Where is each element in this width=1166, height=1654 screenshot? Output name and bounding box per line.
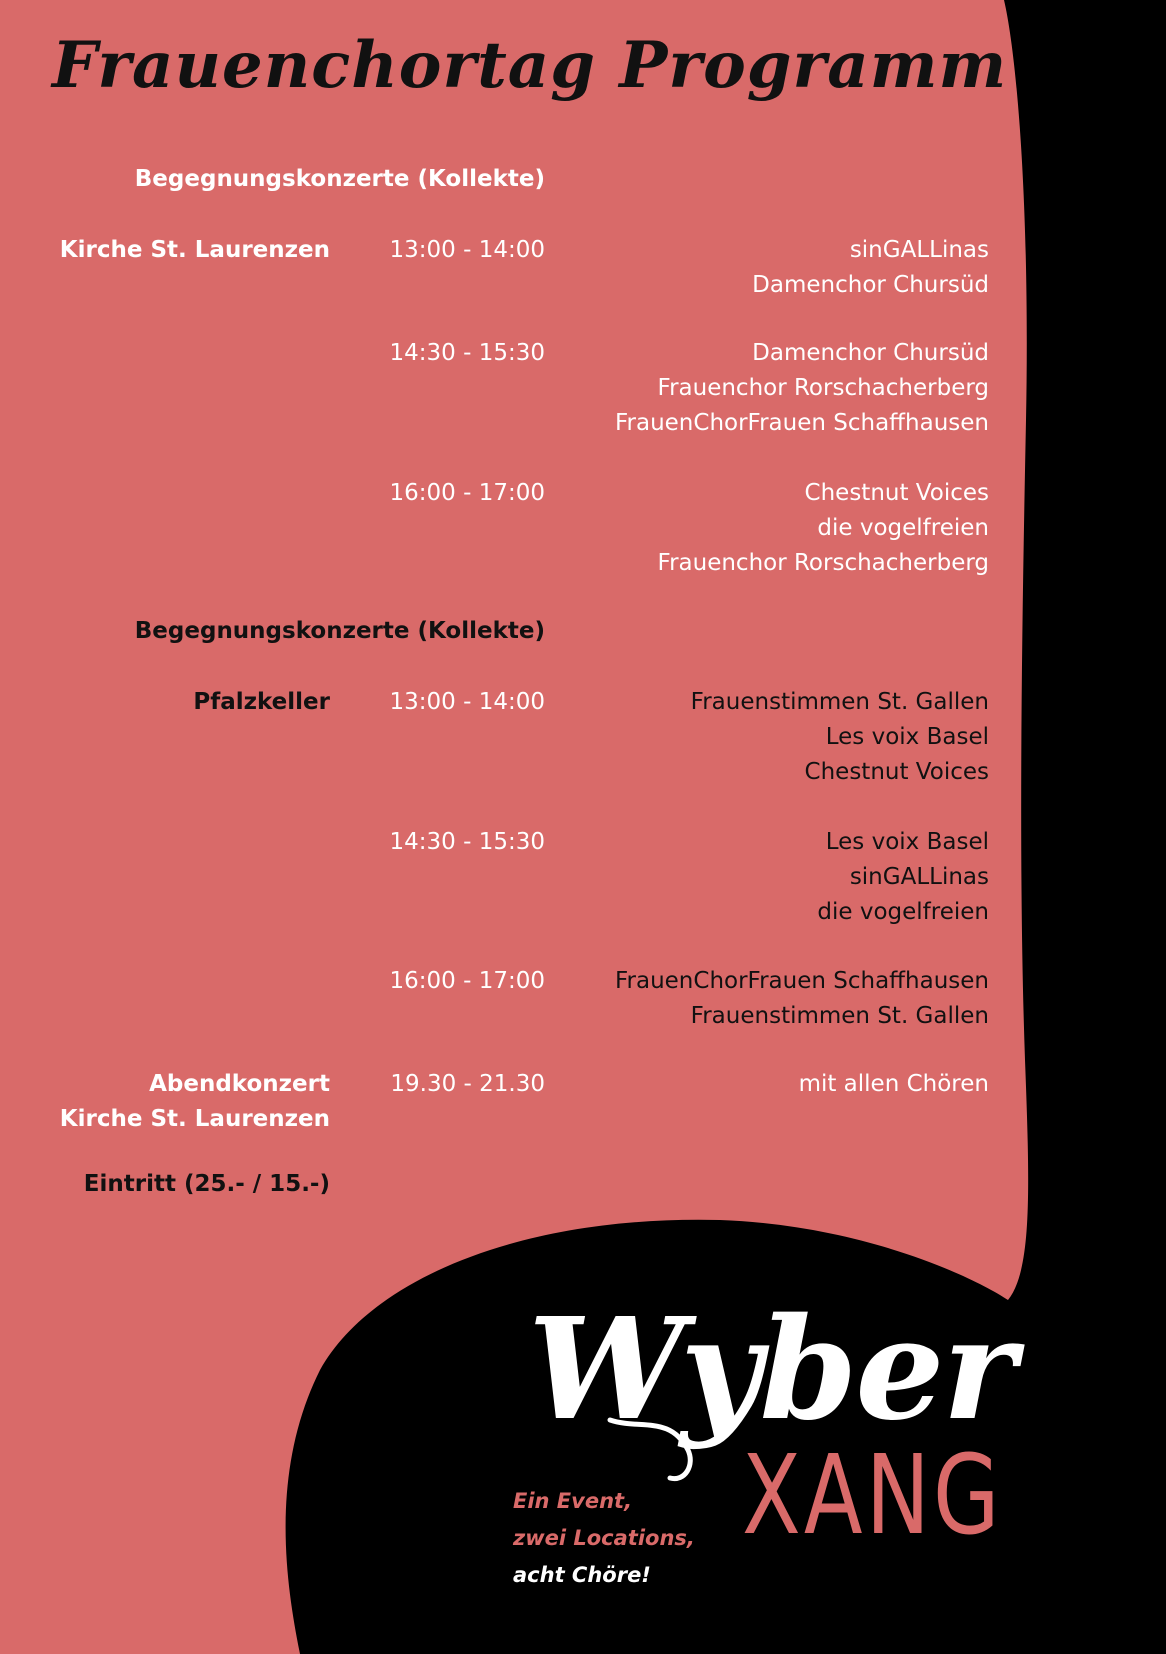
choir-list [817,825,989,930]
page-title: Frauenchortag Programm [52,28,1008,103]
evening-title: Abendkonzert [149,1071,330,1097]
choir-name: Frauenstimmen St. Gallen [690,689,989,715]
section-heading: Begegnungskonzerte (Kollekte) [134,618,545,644]
venue-label: Pfalzkeller [193,689,330,715]
time-slot: 16:00 - 17:00 [389,480,545,506]
choir-list [691,685,989,790]
time-slot: 16:00 - 17:00 [389,968,545,994]
section-heading: Begegnungskonzerte (Kollekte) [134,166,545,192]
time-slot: 14:30 - 15:30 [389,340,545,366]
choir-name: Les voix Basel [825,829,989,855]
choir-name: Damenchor Chursüd [752,340,989,366]
choir-name: Chestnut Voices [804,480,989,506]
evening-location: Kirche St. Laurenzen [59,1106,330,1132]
evening-choirs: mit allen Chören [798,1071,989,1097]
evening-venue [60,1067,330,1137]
choir-list [658,476,989,581]
choir-name: FrauenChorFrauen Schaffhausen [614,968,989,994]
choir-list [615,336,989,441]
choir-name: die vogelfreien [817,515,989,541]
admission-price: Eintritt (25.- / 15.-) [83,1171,330,1197]
choir-name: Damenchor Chursüd [752,272,989,298]
logo-tagline [513,1483,695,1594]
choir-name: Les voix Basel [825,724,989,750]
choir-name: Frauenchor Rorschacherberg [657,375,989,401]
choir-list [615,964,989,1034]
evening-time: 19.30 - 21.30 [390,1071,545,1097]
choir-name: FrauenChorFrauen Schaffhausen [614,410,989,436]
choir-list [752,233,989,303]
choir-name: die vogelfreien [817,899,989,925]
logo-xang: XANG [742,1431,1003,1559]
choir-name: Chestnut Voices [804,759,989,785]
venue-label: Kirche St. Laurenzen [59,237,330,263]
time-slot: 14:30 - 15:30 [389,829,545,855]
choir-name: sinGALLinas [849,864,989,890]
tagline-line: Ein Event, [513,1489,633,1513]
choir-name: Frauenstimmen St. Gallen [690,1003,989,1029]
time-slot: 13:00 - 14:00 [389,237,545,263]
time-slot: 13:00 - 14:00 [389,689,545,715]
choir-name: sinGALLinas [849,237,989,263]
logo-wyber: Wyber [528,1288,1015,1452]
tagline-line: zwei Locations, [513,1526,695,1550]
tagline-line: acht Chöre! [513,1563,651,1587]
choir-name: Frauenchor Rorschacherberg [657,550,989,576]
